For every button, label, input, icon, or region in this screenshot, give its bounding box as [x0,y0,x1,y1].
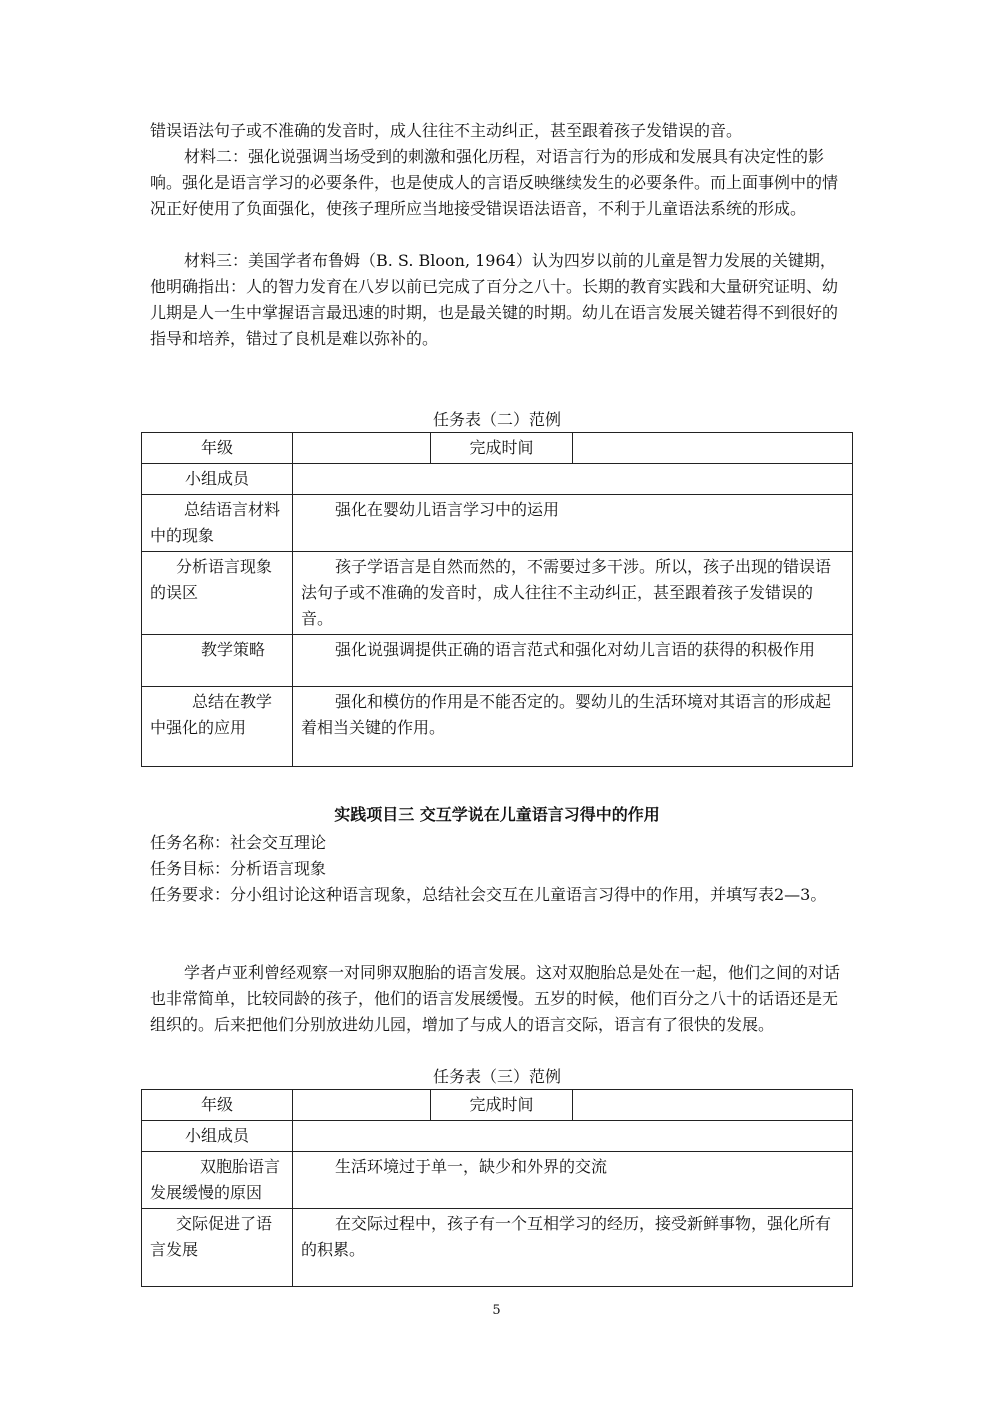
row-label: 交际促进了语言发展 [142,1209,293,1287]
row-label: 总结在教学中强化的应用 [142,687,293,767]
task-table-3 [141,1089,853,1287]
row-value: 强化在婴幼儿语言学习中的运用 [293,495,853,552]
members-label: 小组成员 [142,464,293,495]
paragraph-material-3: 材料三：美国学者布鲁姆（B. S. Bloon, 1964）认为四岁以前的儿童是智力发展的关键期，他明确指出：人的智力发育在八岁以前已完成了百分之八十。长期的教育实践和大量研究证明、幼儿期是人一生中掌握语言最迅速的时期，也是最关键的时期。幼儿在语言发展关键若得不到很好的指导和培养，错过了良机是难以弥补的。 [150,251,839,348]
twin-study-paragraph: 学者卢亚利曾经观察一对同卵双胞胎的语言发展。这对双胞胎总是处在一起，他们之间的对话也非常简单，比较同龄的孩子，他们的语言发展缓慢。五岁的时候，他们百分之八十的话语还是无组织的。后来把他们分别放进幼儿园，增加了与成人的语言交际，语言有了很快的发展。 [150,963,841,1034]
time-label: 完成时间 [431,433,573,464]
section-heading: 实践项目三 交互学说在儿童语言习得中的作用 [334,805,660,824]
row-label: 分析语言现象的误区 [142,552,293,635]
time-label: 完成时间 [431,1090,573,1121]
grade-value [293,1090,431,1121]
members-value [293,1121,853,1152]
table3-caption: 任务表（三）范例 [432,1067,561,1086]
table2-caption: 任务表（二）范例 [432,410,561,429]
task-goal: 任务目标：分析语言现象 [150,859,327,878]
task-table-2 [141,432,853,767]
paragraph-material-2: 材料二：强化说强调当场受到的刺激和强化历程，对语言行为的形成和发展具有决定性的影响。强化是语言学习的必要条件，也是使成人的言语反映继续发生的必要条件。而上面事例中的情况正好使用了负面强化，使孩子理所应当地接受错误语法语音，不利于儿童语法系统的形成。 [150,147,839,218]
page-number: 5 [492,1303,501,1318]
row-label: 教学策略 [142,635,293,687]
row-value: 生活环境过于单一，缺少和外界的交流 [293,1152,853,1209]
row-value: 孩子学语言是自然而然的，不需要过多干涉。所以，孩子出现的错误语法句子或不准确的发音时，成人往往不主动纠正，甚至跟着孩子发错误的音。 [293,552,853,635]
grade-value [293,433,431,464]
task-requirement: 任务要求：分小组讨论这种语言现象，总结社会交互在儿童语言习得中的作用，并填写表2—3。 [150,885,827,904]
paragraph-continuation: 错误语法句子或不准确的发音时，成人往往不主动纠正，甚至跟着孩子发错误的音。 [150,121,743,140]
row-label: 双胞胎语言发展缓慢的原因 [142,1152,293,1209]
time-value [573,433,853,464]
members-label: 小组成员 [142,1121,293,1152]
grade-label: 年级 [142,1090,293,1121]
row-label: 总结语言材料中的现象 [142,495,293,552]
task-name: 任务名称：社会交互理论 [150,833,327,852]
row-value: 强化说强调提供正确的语言范式和强化对幼儿言语的获得的积极作用 [293,635,853,687]
time-value [573,1090,853,1121]
grade-label: 年级 [142,433,293,464]
row-value: 在交际过程中，孩子有一个互相学习的经历，接受新鲜事物，强化所有的积累。 [293,1209,853,1287]
members-value [293,464,853,495]
row-value: 强化和模仿的作用是不能否定的。婴幼儿的生活环境对其语言的形成起着相当关键的作用。 [293,687,853,767]
